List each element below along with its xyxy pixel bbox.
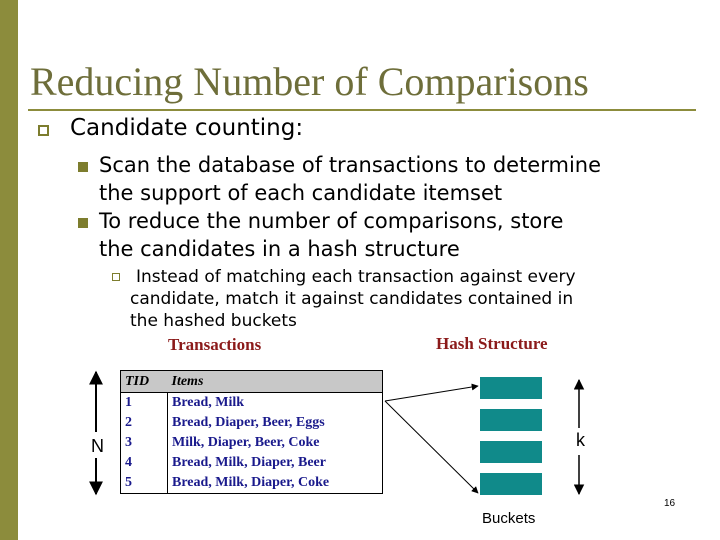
bullet-level1: Candidate counting:	[70, 115, 304, 141]
tid-cell: 2	[121, 413, 168, 433]
hash-bucket	[480, 409, 542, 431]
buckets-label: Buckets	[482, 510, 536, 527]
hash-structure-header: Hash Structure	[436, 334, 548, 353]
table-row	[121, 433, 383, 453]
table-header-row	[121, 371, 383, 393]
table-row	[121, 473, 383, 494]
column-header-tid: TID	[121, 371, 168, 393]
bullet-level2-b-line1: To reduce the number of comparisons, store	[99, 209, 564, 233]
k-label: k	[576, 430, 585, 450]
slide-title: Reducing Number of Comparisons	[30, 59, 589, 104]
items-cell: Bread, Milk, Diaper, Coke	[172, 475, 330, 490]
bullet-level2-a-line2: the support of each candidate itemset	[99, 181, 503, 205]
items-cell: Milk, Diaper, Beer, Coke	[172, 435, 320, 450]
bullet-level2-b-line2: the candidates in a hash structure	[99, 237, 460, 261]
table-row	[121, 393, 383, 414]
items-cell: Bread, Milk, Diaper, Beer	[172, 455, 326, 470]
items-cell: Bread, Milk	[172, 395, 245, 410]
items-cell: Bread, Diaper, Beer, Eggs	[172, 415, 325, 430]
bullet-level3-line3: the hashed buckets	[130, 311, 297, 331]
tid-cell: 4	[121, 453, 168, 473]
hash-bucket	[480, 473, 542, 495]
bullet-level3-line1: Instead of matching each transaction against every	[136, 267, 576, 287]
transactions-table	[120, 370, 383, 494]
n-label: N	[91, 436, 104, 456]
title-underline	[28, 109, 696, 111]
hash-bucket	[480, 441, 542, 463]
column-header-items: Items	[168, 371, 383, 393]
hash-bucket	[480, 377, 542, 399]
table-row	[121, 453, 383, 473]
bullet-small-square-icon	[112, 273, 120, 281]
mapping-line	[385, 386, 478, 401]
left-accent-bar	[0, 0, 18, 540]
tid-cell: 1	[121, 393, 168, 414]
bullet-level2-a-line1: Scan the database of transactions to determine	[99, 153, 602, 177]
bullet-filled-square-icon	[78, 162, 88, 172]
tid-cell: 3	[121, 433, 168, 453]
tid-cell: 5	[121, 473, 168, 494]
table-row	[121, 413, 383, 433]
bullet-level3-line2: candidate, match it against candidates contained in	[130, 289, 574, 309]
mapping-line	[385, 401, 478, 493]
bullet-filled-square-icon	[78, 218, 88, 228]
transactions-header: Transactions	[168, 335, 262, 354]
bullet-outline-square-icon	[38, 125, 49, 136]
page-number: 16	[664, 498, 676, 509]
